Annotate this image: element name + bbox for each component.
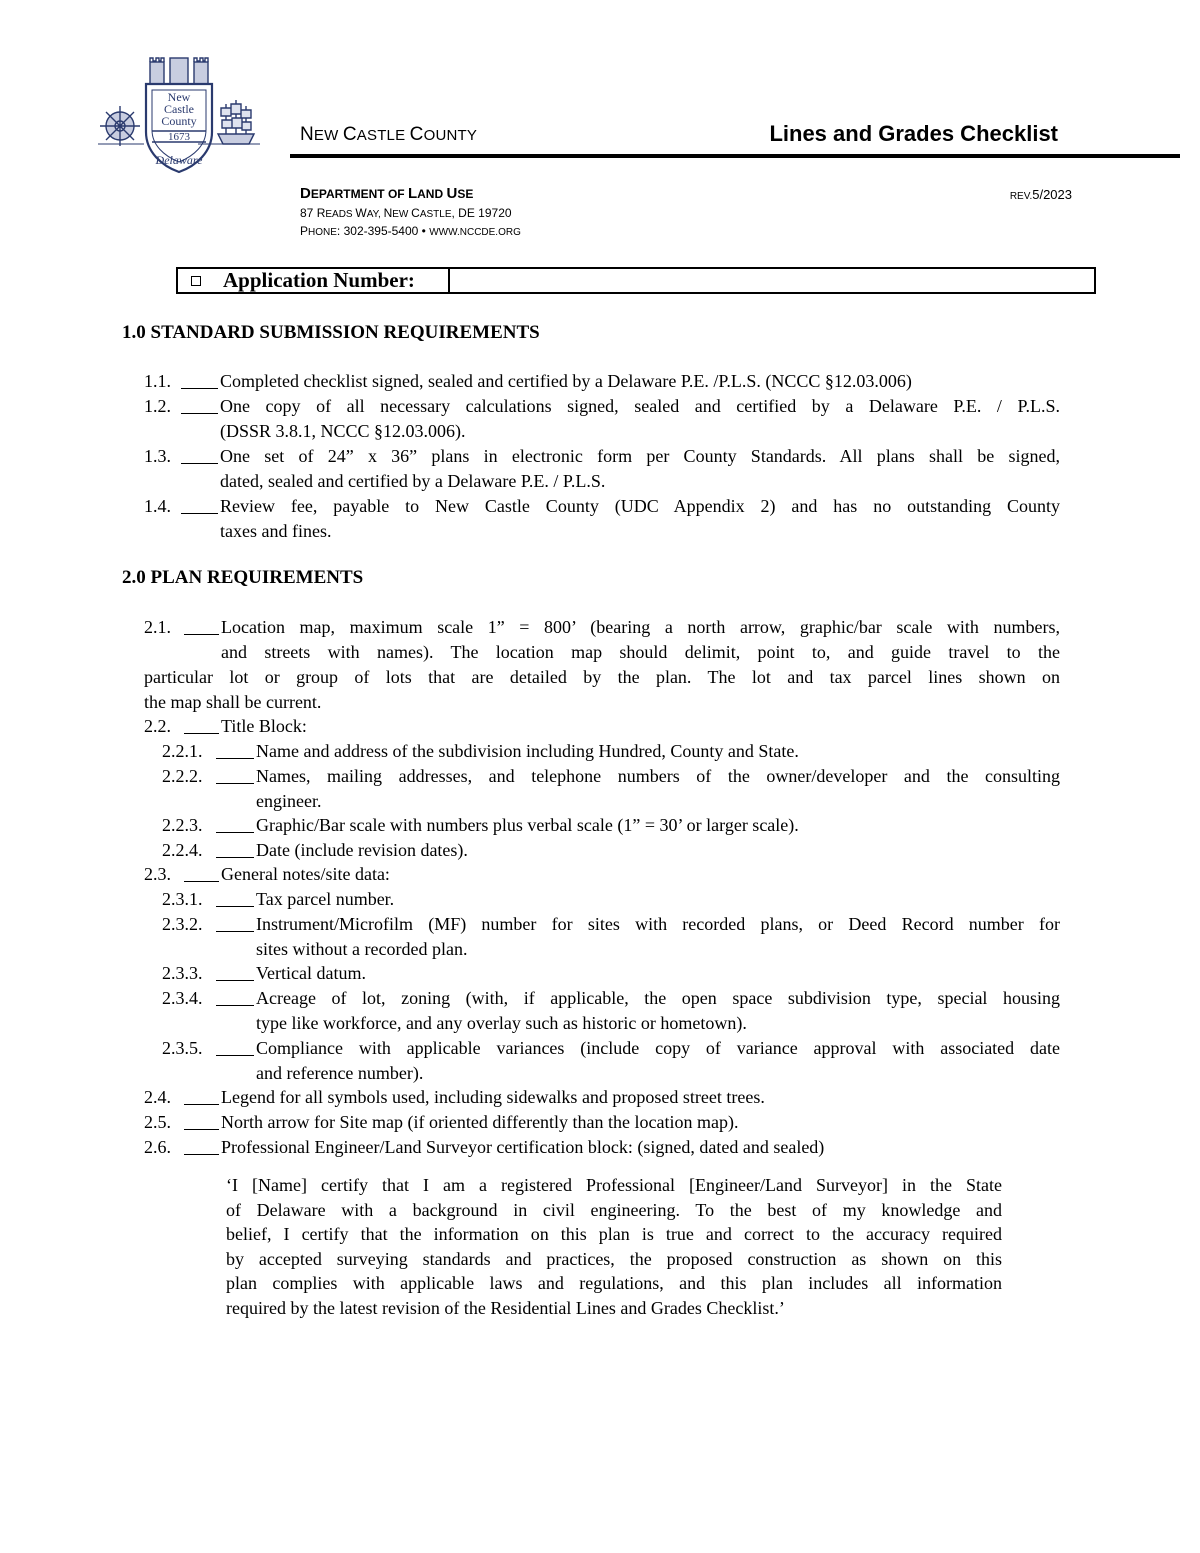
item-check-blank[interactable] <box>216 986 254 1006</box>
certification-line: of Delaware with a background in civil engineering. To the best of my knowledge and <box>226 1199 1002 1220</box>
item-number: 2.2.3. <box>162 815 203 835</box>
item-check-blank[interactable] <box>181 444 218 464</box>
item-check-blank[interactable] <box>216 764 254 784</box>
seal-arc-text: Delaware <box>155 153 203 167</box>
item-text: General notes/site data: <box>221 864 390 884</box>
application-number-field[interactable] <box>450 269 1094 292</box>
department-phone: PHONE: 302-395-5400 • WWW.NCCDE.ORG <box>300 224 521 238</box>
item-number: 2.6. <box>144 1137 171 1157</box>
item-text: dated, sealed and certified by a Delaware P.E. / P.L.S. <box>220 470 606 491</box>
item-check-blank[interactable] <box>184 1085 219 1105</box>
item-number: 2.3.3. <box>162 963 203 983</box>
item-text: sites without a recorded plan. <box>256 938 468 959</box>
item-number: 2.2.4. <box>162 840 203 860</box>
item-text: Review fee, payable to New Castle County (UDC Appendix 2) and has no outstanding County <box>220 496 1060 516</box>
item-text: Legend for all symbols used, including sidewalks and proposed street trees. <box>221 1087 765 1107</box>
item-text: Completed checklist signed, sealed and certified by a Delaware P.E. /P.L.S. (NCCC §12.03.006) <box>220 371 912 391</box>
item-check-blank[interactable] <box>184 1110 219 1130</box>
item-text: Professional Engineer/Land Surveyor certification block: (signed, dated and sealed) <box>221 1137 825 1157</box>
county-seal-logo <box>98 56 260 186</box>
item-text: taxes and fines. <box>220 520 332 541</box>
item-check-blank[interactable] <box>216 1036 254 1056</box>
section-2-heading: 2.0 PLAN REQUIREMENTS <box>122 567 364 588</box>
item-check-blank[interactable] <box>216 739 254 759</box>
item-text: and reference number). <box>256 1062 424 1083</box>
item-number: 2.4. <box>144 1087 171 1107</box>
item-number: 2.2. <box>144 716 171 736</box>
item-number: 2.2.2. <box>162 766 203 786</box>
item-text: One copy of all necessary calculations signed, sealed and certified by a Delaware P.E. / P.L.S. <box>220 396 1060 416</box>
item-check-blank[interactable] <box>184 615 219 635</box>
revision-date: REV.5/2023 <box>1009 187 1072 202</box>
item-text: Compliance with applicable variances (include copy of variance approval with associated date <box>256 1038 1060 1058</box>
item-number: 1.4. <box>144 496 171 516</box>
item-check-blank[interactable] <box>216 912 254 932</box>
department-name: DEPARTMENT OF LAND USE <box>300 185 474 202</box>
item-check-blank[interactable] <box>184 714 219 734</box>
certification-line: by accepted surveying standards and practices, the proposed construction as shown on this <box>226 1248 1002 1269</box>
application-number-box <box>176 267 1096 294</box>
item-text: One set of 24” x 36” plans in electronic form per County Standards. All plans shall be signed, <box>220 446 1060 466</box>
item-text: Name and address of the subdivision including Hundred, County and State. <box>256 741 799 761</box>
item-check-blank[interactable] <box>184 862 219 882</box>
item-text: Location map, maximum scale 1” = 800’ (bearing a north arrow, graphic/bar scale with numbers, <box>221 617 1060 637</box>
item-text: Vertical datum. <box>256 963 366 983</box>
item-text: Date (include revision dates). <box>256 840 468 860</box>
item-check-blank[interactable] <box>216 887 254 907</box>
item-text: Names, mailing addresses, and telephone numbers of the owner/developer and the consulting <box>256 766 1060 786</box>
item-number: 1.1. <box>144 371 171 391</box>
item-text: and streets with names). The location map should delimit, point to, and guide travel to the <box>221 641 1060 662</box>
certification-line: belief, I certify that the information on this plan is true and correct to the accuracy required <box>226 1224 1002 1245</box>
item-check-blank[interactable] <box>181 494 218 514</box>
item-check-blank[interactable] <box>181 394 218 414</box>
item-check-blank[interactable] <box>216 813 254 833</box>
item-text: Acreage of lot, zoning (with, if applicable, the open space subdivision type, special housing <box>256 988 1060 1008</box>
department-address: 87 READS WAY, NEW CASTLE, DE 19720 <box>300 206 512 220</box>
item-text: type like workforce, and any overlay such as historic or hometown). <box>256 1012 747 1033</box>
item-number: 2.3.2. <box>162 914 203 934</box>
item-text: North arrow for Site map (if oriented differently than the location map). <box>221 1112 739 1132</box>
certification-line: plan complies with applicable laws and regulations, and this plan includes all information <box>226 1273 1002 1294</box>
item-text: Graphic/Bar scale with numbers plus verbal scale (1” = 30’ or larger scale). <box>256 815 799 835</box>
item-number: 2.3.5. <box>162 1038 203 1058</box>
item-text: (DSSR 3.8.1, NCCC §12.03.006). <box>220 420 466 441</box>
header-rule <box>290 154 1180 158</box>
item-number: 2.1. <box>144 617 171 637</box>
seal-text-line-3: County <box>161 114 197 128</box>
item-number: 1.2. <box>144 396 171 416</box>
item-check-blank[interactable] <box>216 961 254 981</box>
item-number: 2.2.1. <box>162 741 203 761</box>
item-number: 2.3.1. <box>162 889 203 909</box>
item-check-blank[interactable] <box>184 1135 219 1155</box>
item-text: particular lot or group of lots that are detailed by the plan. The lot and tax parcel lines shown on <box>144 667 1060 687</box>
item-text: the map shall be current. <box>144 691 322 712</box>
item-text: Title Block: <box>221 716 307 736</box>
application-number-label: Application Number: <box>223 268 415 292</box>
certification-statement <box>226 1173 1002 1321</box>
website-link[interactable]: WWW.NCCDE.ORG <box>429 227 521 238</box>
seal-year: 1673 <box>168 131 190 143</box>
item-text: engineer. <box>256 790 322 811</box>
seal-text-line-2: Castle <box>164 102 194 116</box>
item-number: 1.3. <box>144 446 171 466</box>
item-number: 2.3.4. <box>162 988 203 1008</box>
item-number: 2.3. <box>144 864 171 884</box>
seal-text-line-1: New <box>167 90 191 104</box>
application-checkbox[interactable] <box>191 276 201 286</box>
certification-line: required by the latest revision of the Residential Lines and Grades Checklist.’ <box>226 1297 785 1318</box>
document-title: Lines and Grades Checklist <box>769 121 1058 146</box>
item-check-blank[interactable] <box>216 838 254 858</box>
item-number: 2.5. <box>144 1112 171 1132</box>
section-1-heading: 1.0 STANDARD SUBMISSION REQUIREMENTS <box>122 322 540 343</box>
item-text: Instrument/Microfilm (MF) number for sites with recorded plans, or Deed Record number for <box>256 914 1060 934</box>
item-check-blank[interactable] <box>181 369 218 389</box>
county-name: NEW CASTLE COUNTY <box>300 124 478 145</box>
item-text: Tax parcel number. <box>256 889 395 909</box>
certification-line: ‘I [Name] certify that I am a registered Professional [Engineer/Land Surveyor] in the State <box>226 1175 1002 1195</box>
